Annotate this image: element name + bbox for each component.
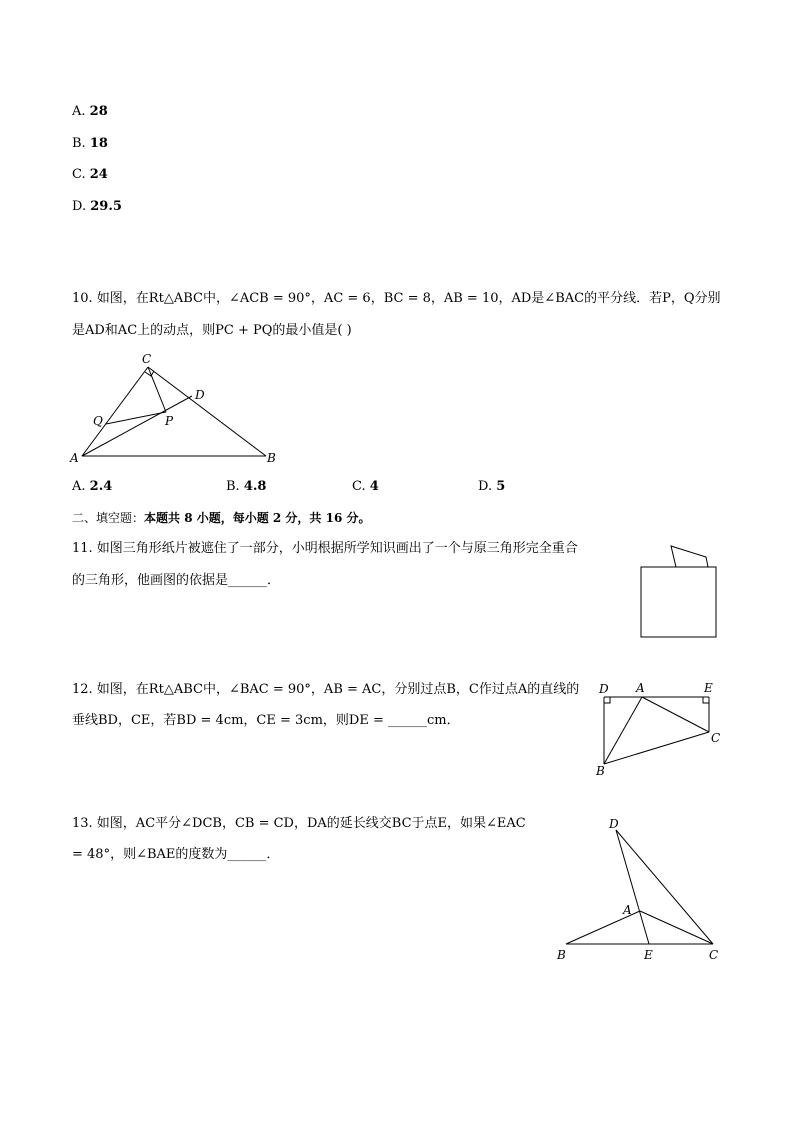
- option-letter: C.: [352, 479, 366, 494]
- q10-figure: [68, 352, 288, 467]
- option-value: 18: [89, 136, 108, 151]
- q10-stem-line1: 10. 如图，在Rt△ABC中，∠ACB = 90°，AC = 6，BC = 8，AB = 10，AD是∠BAC的平分线．若P，Q分别: [72, 291, 721, 306]
- q13-figure: [552, 815, 732, 965]
- triangle-visible-part: [671, 546, 708, 567]
- q11-figure: [638, 540, 718, 640]
- section-prefix: 二、填空题：: [72, 511, 145, 525]
- option-value: 28: [89, 104, 108, 119]
- q11-stem-line1: 11. 如图三角形纸片被遮住了一部分，小明根据所学知识画出了一个与原三角形完全重合: [72, 541, 578, 556]
- label-c: C: [142, 352, 152, 366]
- option-value: 2.4: [89, 479, 113, 494]
- q10-option-b: [226, 479, 266, 495]
- segment-ac: [82, 367, 148, 456]
- label-b: B: [557, 948, 566, 962]
- option-letter: C.: [72, 167, 86, 182]
- option-letter: B.: [226, 479, 240, 494]
- option-letter: D.: [72, 199, 87, 214]
- option-value: 4.8: [243, 479, 267, 494]
- q9-option-b: [72, 136, 108, 152]
- q12-figure: [592, 678, 732, 778]
- q10-stem-line2: 是AD和AC上的动点，则PC + PQ的最小值是( ): [72, 323, 352, 338]
- label-a: A: [623, 903, 632, 917]
- label-c: C: [709, 948, 719, 962]
- option-letter: B.: [72, 136, 86, 151]
- label-a: A: [636, 681, 645, 695]
- q10-option-d: [478, 479, 505, 495]
- segment-qp: [106, 412, 166, 424]
- cover-rectangle: [641, 567, 716, 637]
- q9-option-d: [72, 199, 122, 215]
- segment-ac: [642, 697, 709, 732]
- section-heading: [72, 510, 370, 526]
- right-angle-mark-e: [703, 697, 709, 703]
- segment-dc: [616, 830, 713, 944]
- label-d: D: [195, 388, 205, 402]
- section-description: 本题共 8 小题，每小题 2 分，共 16 分。: [144, 511, 371, 525]
- q13-stem-line2: = 48°，则∠BAE的度数为______．: [72, 847, 280, 862]
- label-c: C: [711, 731, 721, 745]
- label-e: E: [644, 948, 653, 962]
- right-angle-mark-d: [604, 697, 610, 703]
- q12-stem-line2: 垂线BD，CE，若BD = 4cm，CE = 3cm，则DE = ______cm．: [72, 713, 460, 728]
- q13-stem-line1: 13. 如图，AC平分∠DCB，CB = CD，DA的延长线交BC于点E，如果∠EAC: [72, 816, 526, 831]
- label-a: A: [70, 451, 79, 465]
- label-e: E: [704, 681, 713, 695]
- q9-option-c: [72, 167, 108, 183]
- option-letter: D.: [478, 479, 493, 494]
- segment-ac: [640, 911, 713, 944]
- label-d: D: [609, 817, 619, 831]
- option-value: 24: [89, 167, 108, 182]
- q10-option-c: [352, 479, 379, 495]
- segment-de: [616, 830, 649, 944]
- option-value: 5: [496, 479, 506, 494]
- q12-stem-line1: 12. 如图，在Rt△ABC中，∠BAC = 90°，AB = AC，分别过点B，C作过点A的直线的: [72, 682, 580, 697]
- label-d: D: [599, 682, 609, 696]
- label-q: Q: [93, 414, 103, 428]
- label-b: B: [596, 764, 605, 778]
- option-letter: A.: [72, 104, 86, 119]
- label-b: B: [267, 451, 276, 465]
- option-value: 4: [369, 479, 379, 494]
- q11-stem-line2: 的三角形，他画图的依据是______．: [72, 573, 281, 588]
- option-value: 29.5: [90, 199, 122, 214]
- q10-option-a: [72, 479, 112, 495]
- option-letter: A.: [72, 479, 86, 494]
- q9-option-a: [72, 104, 108, 120]
- label-p: P: [165, 414, 174, 428]
